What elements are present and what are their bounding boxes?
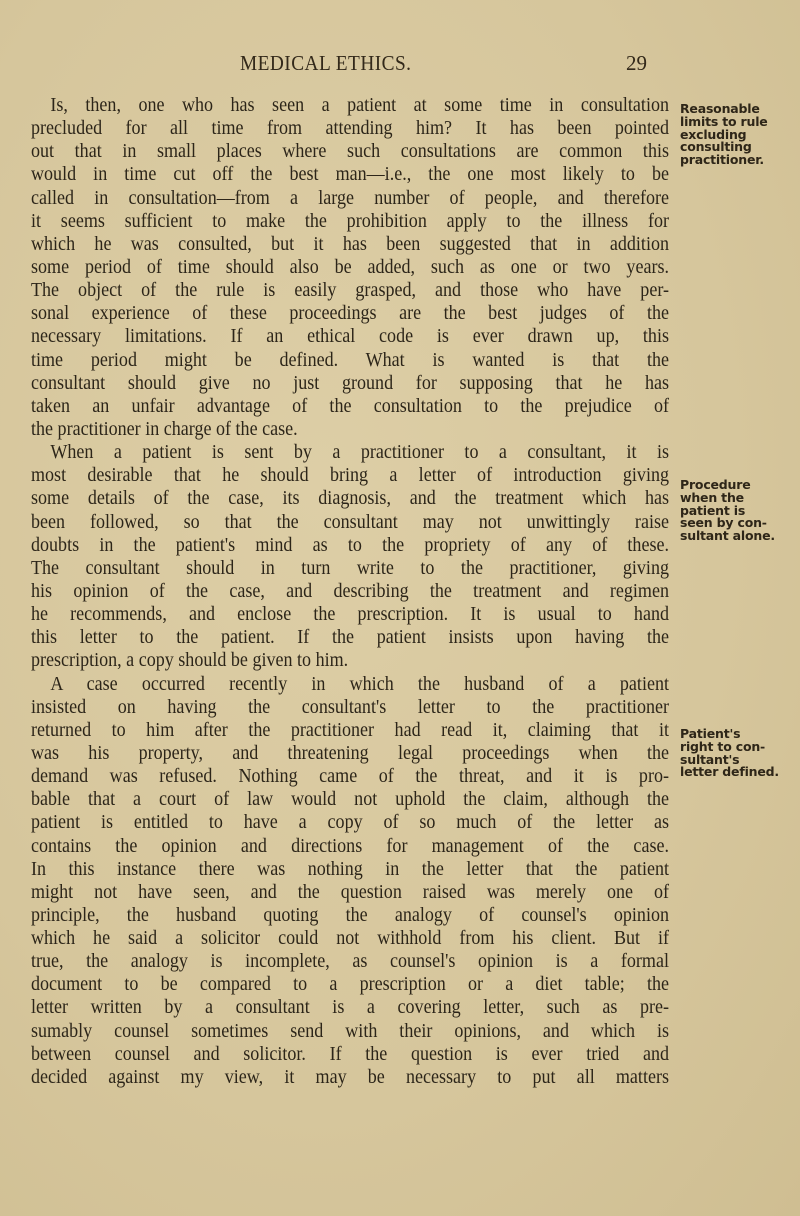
margin-note-line: right to con-: [680, 738, 766, 754]
text-line: returned to him after the practitioner had read it, claiming that it: [31, 718, 669, 741]
text-line: The consultant should in turn write to the practitioner, giving: [31, 556, 669, 579]
margin-note-line: consulting: [680, 139, 752, 155]
text-line: been followed, so that the consultant may not unwittingly raise: [31, 510, 669, 533]
margin-note-patients-right: [680, 728, 800, 779]
text-line: In this instance there was nothing in the letter that the patient: [31, 857, 669, 880]
text-line: Is, then, one who has seen a patient at some time in consultation: [50, 94, 670, 116]
margin-note-line: practitioner.: [680, 152, 764, 168]
text-line: true, the analogy is incomplete, as counsel's opinion is a formal: [31, 950, 669, 973]
margin-note-line: sultant's: [680, 751, 740, 767]
text-line: might not have seen, and the question raised was merely one of: [31, 880, 669, 903]
text-line: time period might be defined. What is wanted is that the: [31, 348, 669, 371]
text-line: which he said a solicitor could not withhold from his client. But if: [31, 927, 669, 950]
text-line: between counsel and solicitor. If the question is ever tried and: [31, 1042, 669, 1065]
text-line: most desirable that he should bring a letter of introduction giving: [31, 464, 669, 487]
text-line: some details of the case, its diagnosis, and the treatment which has: [31, 487, 669, 510]
text-line: decided against my view, it may be necessary to put all matters: [31, 1065, 669, 1088]
text-line: was his property, and threatening legal proceedings when the: [31, 741, 669, 764]
margin-note-line: when the: [680, 489, 744, 505]
running-title: MEDICAL ETHICS.: [240, 51, 412, 75]
margin-note-reasonable-limits: [680, 103, 800, 167]
text-line: document to be compared to a prescription or a diet table; the: [31, 973, 669, 996]
text-line: sonal experience of these proceedings are the best judges of the: [31, 302, 669, 325]
margin-note-line: patient is: [680, 502, 746, 518]
text-line: consultant should give no just ground for supposing that he has: [31, 371, 669, 394]
text-line: principle, the husband quoting the analogy of counsel's opinion: [31, 903, 669, 926]
margin-note-line: sultant alone.: [680, 528, 775, 544]
running-head: [0, 51, 800, 81]
text-line: it seems sufficient to make the prohibition apply to the illness for: [31, 209, 669, 232]
text-line: doubts in the patient's mind as to the propriety of any of these.: [31, 533, 669, 556]
text-line: this letter to the patient. If the patient insists upon having the: [31, 626, 669, 649]
text-line: letter written by a consultant is a covering letter, such as pre-: [31, 996, 669, 1019]
text-line: contains the opinion and directions for management of the case.: [31, 834, 669, 857]
text-line: necessary limitations. If an ethical code is ever drawn up, this: [31, 325, 669, 348]
text-line: would in time cut off the best man—i.e., the one most likely to be: [31, 163, 669, 186]
text-line: patient is entitled to have a copy of so much of the letter as: [31, 811, 669, 834]
text-line: sumably counsel sometimes send with their opinions, and which is: [31, 1019, 669, 1042]
text-line: The object of the rule is easily grasped, and those who have per-: [31, 279, 669, 302]
text-line: he recommends, and enclose the prescription. It is usual to hand: [31, 603, 669, 626]
page-number: 29: [626, 51, 647, 75]
text-line: out that in small places where such consultations are common this: [31, 140, 669, 163]
text-line: A case occurred recently in which the husband of a patient: [50, 672, 670, 695]
text-line: bable that a court of law would not uphold the claim, although the: [31, 788, 669, 811]
text-line: insisted on having the consultant's letter to the practitioner: [31, 695, 669, 718]
margin-note-line: excluding: [680, 126, 747, 142]
text-line: his opinion of the case, and describing the treatment and regimen: [31, 579, 669, 602]
margin-note-line: letter defined.: [680, 764, 779, 780]
margin-note-line: Patient's: [680, 726, 741, 741]
text-line: the practitioner in charge of the case.: [31, 417, 298, 440]
text-line: some period of time should also be added, such as one or two years.: [31, 255, 669, 278]
margin-note-line: seen by con-: [680, 515, 767, 531]
text-line: prescription, a copy should be given to him.: [31, 649, 349, 672]
text-line: When a patient is sent by a practitioner to a consultant, it is: [50, 441, 670, 464]
text-line: called in consultation—from a large number of people, and therefore: [31, 186, 669, 209]
body-text: [31, 94, 669, 1089]
margin-note-procedure: [680, 479, 800, 543]
text-line: demand was refused. Nothing came of the threat, and it is pro-: [31, 765, 669, 788]
margin-note-line: Reasonable: [680, 101, 760, 116]
margin-note-line: Procedure: [680, 477, 751, 492]
text-line: taken an unfair advantage of the consultation to the prejudice of: [31, 394, 669, 417]
text-line: precluded for all time from attending him? It has been pointed: [31, 117, 669, 140]
text-line: which he was consulted, but it has been suggested that in addition: [31, 232, 669, 255]
margin-note-line: limits to rule: [680, 113, 768, 129]
